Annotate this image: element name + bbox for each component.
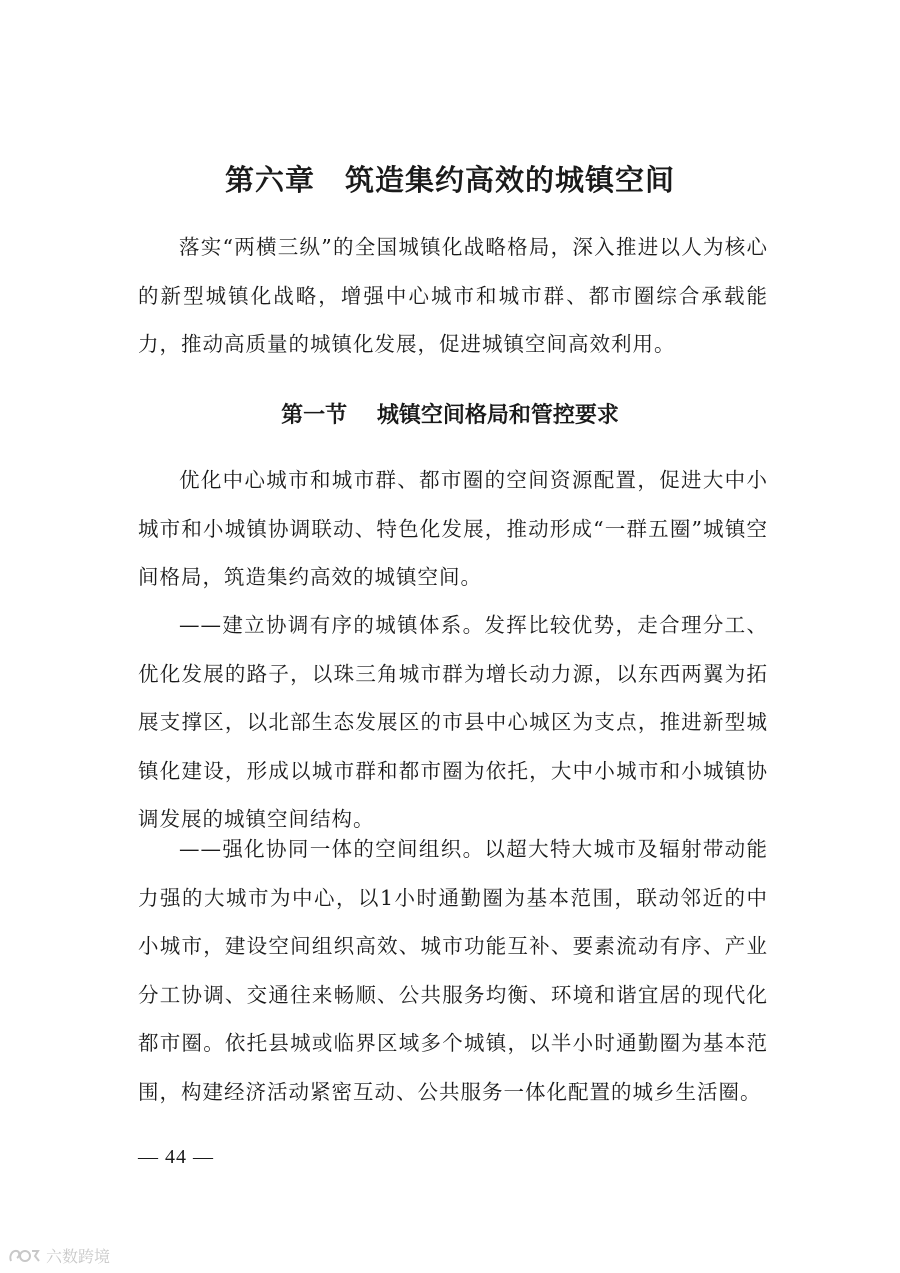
intro-paragraph: 落实“两横三纵”的全国城镇化战略格局，深入推进以人为核心的新型城镇化战略，增强中心城市和城市群、都市圈综合承载能力，推动高质量的城镇化发展，促进城镇空间高效利用。	[138, 235, 768, 356]
watermark	[8, 1244, 110, 1267]
chapter-title: 第六章 筑造集约高效的城镇空间	[224, 163, 675, 197]
watermark-text: 六数跨境	[46, 1247, 111, 1266]
watermark-logo-icon	[8, 1247, 42, 1265]
section-title: 第一节 城镇空间格局和管控要求	[281, 403, 619, 428]
page-number: — 44 —	[138, 1146, 214, 1168]
body-paragraph-1: 优化中心城市和城市群、都市圈的空间资源配置，促进大中小城市和小城镇协调联动、特色化发展，推动形成“一群五圈”城镇空间格局，筑造集约高效的城镇空间。	[138, 468, 768, 589]
body-paragraph-2: ——建立协调有序的城镇体系。发挥比较优势，走合理分工、优化发展的路子，以珠三角城市群为增长动力源，以东西两翼为拓展支撑区，以北部生态发展区的市县中心城区为支点，推进新型城镇化建设，形成以城市群和都市圈为依托，大中小城市和小城镇协调发展的城镇空间结构。	[138, 613, 768, 831]
body-paragraph-3: ——强化协同一体的空间组织。以超大特大城市及辐射带动能力强的大城市为中心，以1小时通勤圈为基本范围，联动邻近的中小城市，建设空间组织高效、城市功能互补、要素流动有序、产业分工协调、交通往来畅顺、公共服务均衡、环境和谐宜居的现代化都市圈。依托县城或临界区域多个城镇，以半小时通勤圈为基本范围，构建经济活动紧密互动、公共服务一体化配置的城乡生活圈。	[138, 837, 768, 1104]
